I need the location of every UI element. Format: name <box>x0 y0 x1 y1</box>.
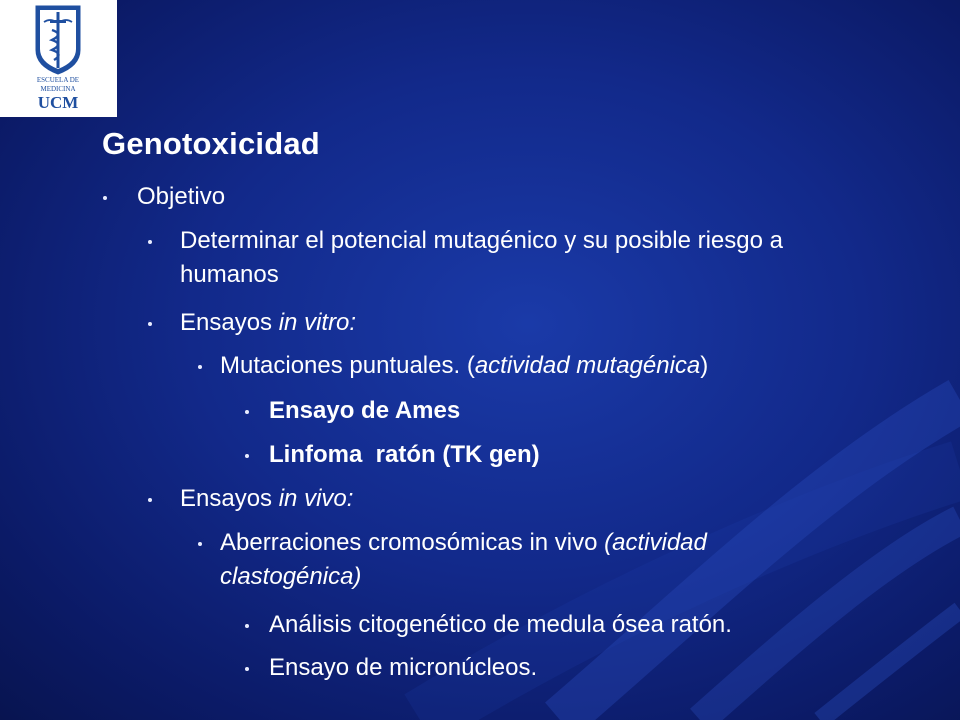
slide-title: Genotoxicidad <box>102 126 320 161</box>
logo-text-line2: MEDICINA <box>40 85 76 93</box>
bullet-icon <box>245 410 249 414</box>
bullet-text: Objetivo <box>137 183 226 210</box>
bullet-icon <box>148 240 152 244</box>
bullet-text: Ensayo de Ames <box>269 397 461 424</box>
bullet-ensayos-in-vivo <box>180 482 353 516</box>
bullet-icon <box>198 365 202 369</box>
bullet-text-italic: actividad mutagénica <box>474 352 701 379</box>
bullet-text: Ensayo de micronúcleos. <box>269 654 538 681</box>
bullet-icon <box>245 454 249 458</box>
bullet-icon <box>103 196 107 200</box>
bullet-text-line2: clastogénica) <box>220 563 362 590</box>
bullet-text-suffix: ) <box>700 352 709 379</box>
bullet-icon <box>245 624 249 628</box>
bullet-text-italic: in vivo: <box>278 485 354 512</box>
bullet-icon <box>148 322 152 326</box>
bullet-icon <box>245 667 249 671</box>
bullet-aberraciones <box>220 526 707 560</box>
bullet-text-italic: (actividad <box>604 529 707 556</box>
school-logo <box>0 0 117 117</box>
bullet-ensayo-de-ames <box>269 394 460 428</box>
bullet-text: Análisis citogenético de medula ósea ratón. <box>269 611 732 638</box>
bullet-text-line2: humanos <box>180 261 279 288</box>
bullet-linfoma <box>269 438 540 472</box>
bullet-text: Linfoma ratón (TK gen) <box>269 441 540 468</box>
bullet-text: Ensayos <box>180 309 279 336</box>
bullet-mutaciones-puntuales <box>220 349 708 383</box>
bullet-icon <box>198 542 202 546</box>
bullet-aberraciones-continuation <box>220 560 361 594</box>
bullet-text: Ensayos <box>180 485 279 512</box>
bullet-determinar <box>180 224 783 258</box>
bullet-text: Aberraciones cromosómicas in vivo <box>220 529 605 556</box>
logo-text-line3: UCM <box>37 93 79 112</box>
bullet-text: Mutaciones puntuales. ( <box>220 352 475 379</box>
bullet-icon <box>148 498 152 502</box>
bullet-text-line1: Determinar el potencial mutagénico y su posible riesgo a <box>180 227 783 254</box>
bullet-analisis-citogenetico <box>269 608 732 642</box>
bullet-objetivo <box>137 180 225 214</box>
logo-text-line1: ESCUELA DE <box>36 76 80 84</box>
bullet-ensayos-in-vitro <box>180 306 356 340</box>
bullet-micronucleos <box>269 651 537 685</box>
bullet-determinar-continuation <box>180 258 279 292</box>
bullet-text-italic: in vitro: <box>278 309 357 336</box>
